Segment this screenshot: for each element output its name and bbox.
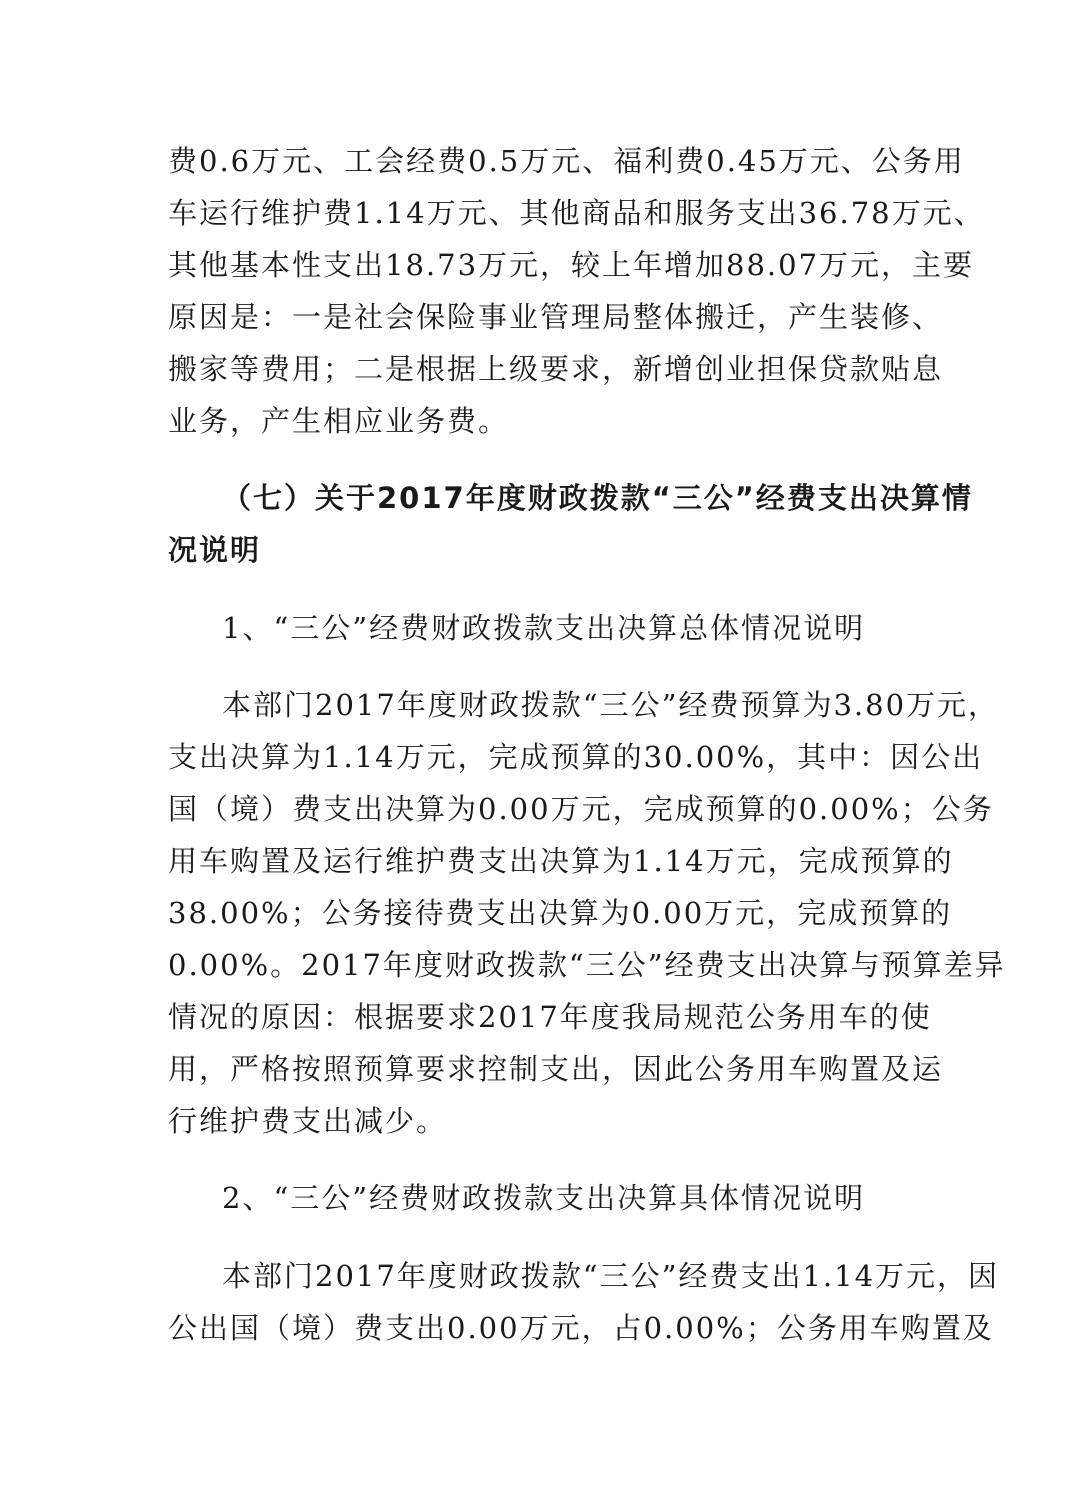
- paragraph-line: 业务，产生相应业务费。: [168, 404, 510, 438]
- section-heading: （七）关于2017年度财政拨款“三公”经费支出决算情: [222, 481, 973, 515]
- paragraph-line: 用，严格按照预算要求控制支出，因此公务用车购置及运: [168, 1052, 944, 1086]
- paragraph-line: 费0.6万元、工会经费0.5万元、福利费0.45万元、公务用: [168, 144, 965, 178]
- paragraph-line: 车运行维护费1.14万元、其他商品和服务支出36.78万元、: [168, 196, 985, 230]
- paragraph-line: 0.00%。2017年度财政拨款“三公”经费支出决算与预算差异: [168, 948, 1006, 982]
- paragraph-line: 情况的原因：根据要求2017年度我局规范公务用车的使: [168, 1000, 932, 1034]
- section-heading: 况说明: [168, 533, 262, 567]
- paragraph-line: 原因是：一是社会保险事业管理局整体搬迁，产生装修、: [168, 300, 944, 334]
- subsection-title: 2、“三公”经费财政拨款支出决算具体情况说明: [222, 1181, 866, 1215]
- paragraph-line: 搬家等费用；二是根据上级要求，新增创业担保贷款贴息: [168, 352, 944, 386]
- paragraph-line: 38.00%；公务接待费支出决算为0.00万元，完成预算的: [168, 896, 953, 930]
- paragraph-line: 行维护费支出减少。: [168, 1104, 448, 1138]
- paragraph-line: 本部门2017年度财政拨款“三公”经费预算为3.80万元，: [222, 688, 1000, 722]
- paragraph-line: 公出国（境）费支出0.00万元，占0.00%；公务用车购置及: [168, 1311, 994, 1345]
- paragraph-line: 支出决算为1.14万元，完成预算的30.00%，其中：因公出: [168, 740, 984, 774]
- subsection-title: 1、“三公”经费财政拨款支出决算总体情况说明: [222, 611, 866, 645]
- paragraph-line: 其他基本性支出18.73万元，较上年增加88.07万元，主要: [168, 248, 975, 282]
- paragraph-line: 本部门2017年度财政拨款“三公”经费支出1.14万元，因: [222, 1259, 1000, 1293]
- paragraph-line: 用车购置及运行维护费支出决算为1.14万元，完成预算的: [168, 844, 954, 878]
- paragraph-line: 国（境）费支出决算为0.00万元，完成预算的0.00%；公务: [168, 792, 994, 826]
